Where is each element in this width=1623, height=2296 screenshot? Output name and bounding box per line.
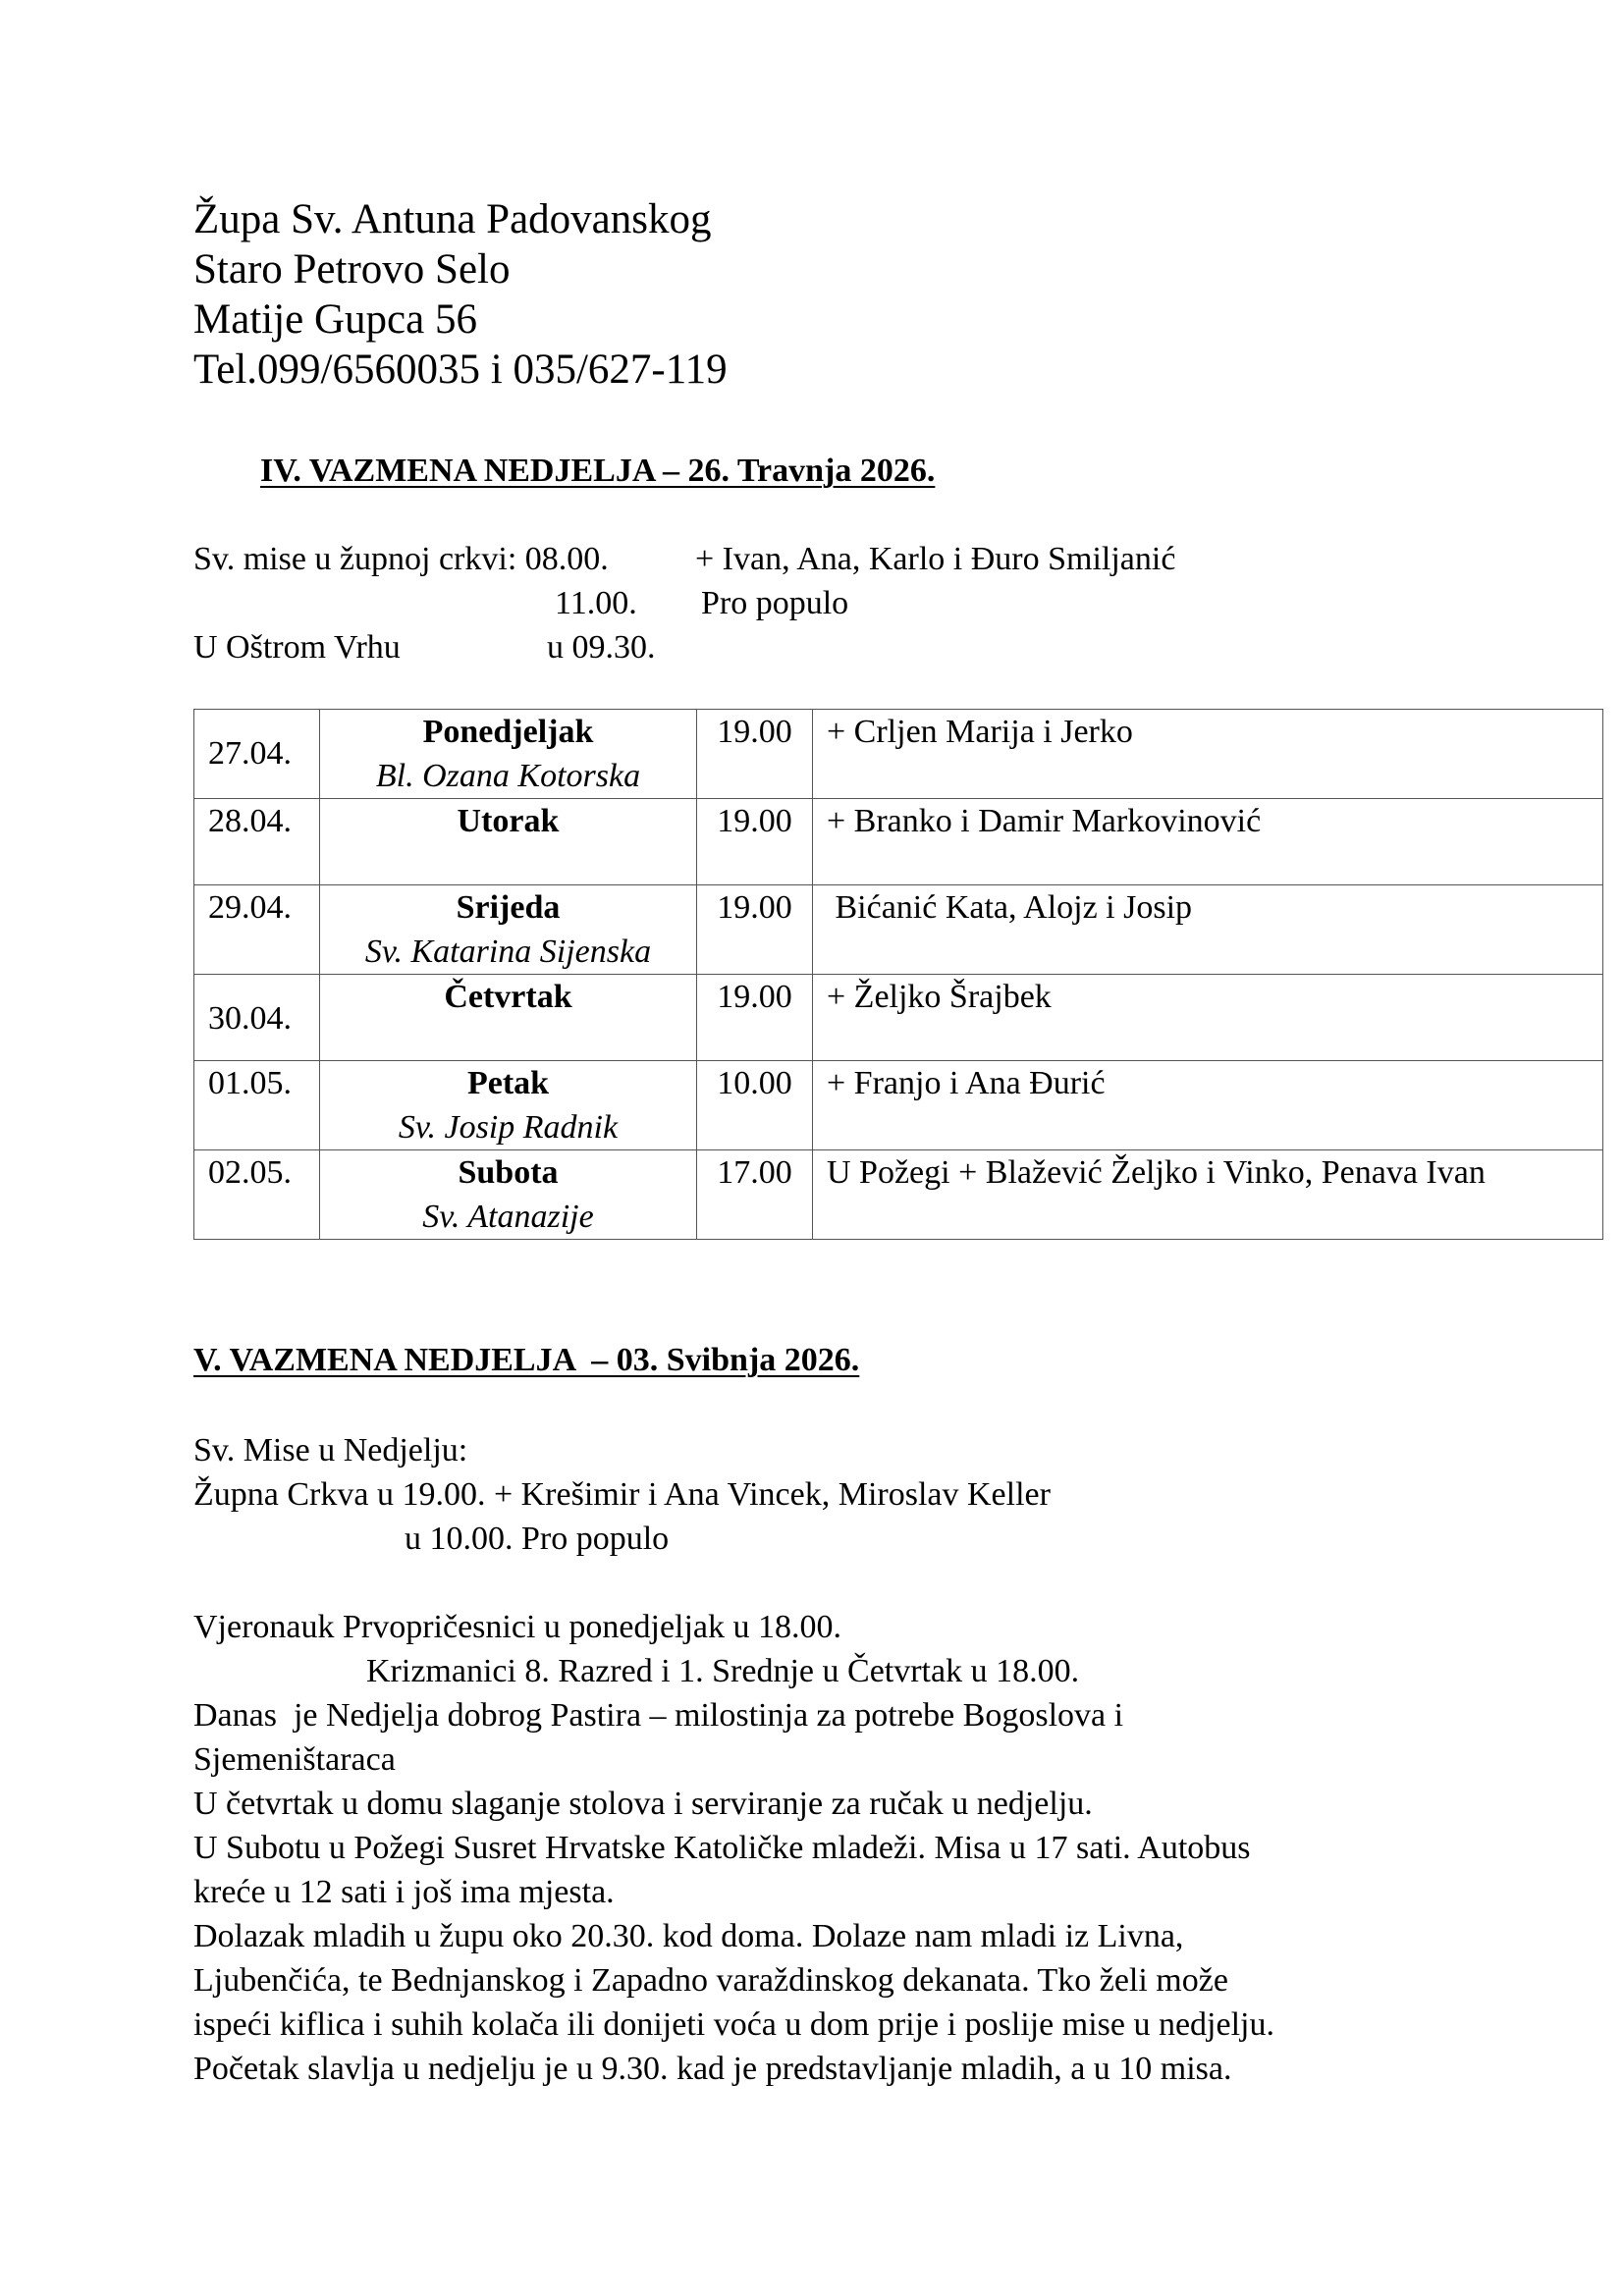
row-date: 01.05.: [194, 1061, 320, 1150]
day-name: Četvrtak: [444, 979, 572, 1015]
sunday1-title: IV. VAZMENA NEDJELJA – 26. Travnja 2026.: [260, 453, 936, 489]
sunday1-mass2-intention: Pro populo: [701, 585, 849, 621]
announcement-dobri-pastir-cont: Sjemeništaraca: [193, 1741, 396, 1778]
day-name: Subota: [458, 1154, 559, 1191]
row-day: [320, 799, 697, 885]
row-time: 19.00: [697, 710, 813, 799]
announcement-krizmanici: Krizmanici 8. Razred i 1. Srednje u Četvrtak u 18.00.: [366, 1653, 1080, 1689]
row-intention: + Branko i Damir Markovinović: [813, 799, 1603, 885]
saint-name: Sv. Atanazije: [422, 1199, 594, 1235]
ostri-vrh-time: u 09.30.: [547, 629, 656, 666]
table-row: [194, 710, 1603, 799]
parish-place: Staro Petrovo Selo: [193, 246, 511, 293]
row-time: 17.00: [697, 1150, 813, 1240]
row-date: 28.04.: [194, 799, 320, 885]
table-row: [194, 885, 1603, 975]
announcement-dobri-pastir: Danas je Nedjelja dobrog Pastira – milostinja za potrebe Bogoslova i: [193, 1697, 1124, 1734]
row-date: 27.04.: [194, 710, 320, 799]
row-intention: Bićanić Kata, Alojz i Josip: [813, 885, 1603, 975]
sunday2-line2: Župna Crkva u 19.00. + Krešimir i Ana Vincek, Miroslav Keller: [193, 1476, 1051, 1513]
announcement-dolazak: Dolazak mladih u župu oko 20.30. kod doma. Dolaze nam mladi iz Livna,: [193, 1918, 1184, 1954]
row-time: 19.00: [697, 799, 813, 885]
sunday2-title: V. VAZMENA NEDJELJA – 03. Svibnja 2026.: [193, 1342, 860, 1378]
row-date: 02.05.: [194, 1150, 320, 1240]
sunday1-mass1-intention: + Ivan, Ana, Karlo i Đuro Smiljanić: [695, 541, 1176, 577]
announcement-dolazak-cont2: ispeći kiflica i suhih kolača ili donijeti voća u dom prije i poslije mise u nedjelju.: [193, 2006, 1274, 2043]
row-day: [320, 1150, 697, 1240]
row-date: 30.04.: [194, 975, 320, 1061]
day-name: Petak: [466, 1065, 550, 1101]
parish-name: Župa Sv. Antuna Padovanskog: [193, 196, 712, 242]
row-day: [320, 710, 697, 799]
day-name: Ponedjeljak: [422, 714, 594, 750]
parish-phone: Tel.099/6560035 i 035/627-119: [193, 347, 728, 393]
announcement-dolazak-cont1: Ljubenčića, te Bednjanskog i Zapadno varaždinskog dekanata. Tko želi može: [193, 1962, 1228, 1999]
table-row: [194, 1150, 1603, 1240]
parish-address: Matije Gupca 56: [193, 296, 477, 343]
announcement-pocetak: Početak slavlja u nedjelju je u 9.30. kad je predstavljanje mladih, a u 10 misa.: [193, 2051, 1232, 2087]
row-intention: + Crljen Marija i Jerko: [813, 710, 1603, 799]
saint-name: Bl. Ozana Kotorska: [375, 758, 641, 794]
announcement-vjeronauk: Vjeronauk Prvopričesnici u ponedjeljak u 18.00.: [193, 1609, 842, 1645]
row-intention: + Franjo i Ana Đurić: [813, 1061, 1603, 1150]
day-name: Srijeda: [456, 889, 561, 926]
row-day: [320, 885, 697, 975]
sunday1-mass-label: Sv. mise u župnoj crkvi: 08.00.: [193, 541, 609, 577]
sunday2-line3: u 10.00. Pro populo: [405, 1521, 670, 1557]
row-time: 10.00: [697, 1061, 813, 1150]
mass-schedule-table: [193, 709, 1603, 1240]
row-intention: + Željko Šrajbek: [813, 975, 1603, 1061]
row-date: 29.04.: [194, 885, 320, 975]
table-row: [194, 799, 1603, 885]
announcement-dom: U četvrtak u domu slaganje stolova i serviranje za ručak u nedjelju.: [193, 1786, 1093, 1822]
sunday1-mass2-time: 11.00.: [555, 585, 637, 621]
day-name: Utorak: [457, 803, 560, 839]
row-time: 19.00: [697, 975, 813, 1061]
announcement-susret: U Subotu u Požegi Susret Hrvatske Katoličke mladeži. Misa u 17 sati. Autobus: [193, 1830, 1251, 1866]
ostri-vrh-label: U Oštrom Vrhu: [193, 629, 401, 666]
table-row: [194, 1061, 1603, 1150]
row-time: 19.00: [697, 885, 813, 975]
row-intention: U Požegi + Blažević Željko i Vinko, Penava Ivan: [813, 1150, 1603, 1240]
announcement-susret-cont: kreće u 12 sati i još ima mjesta.: [193, 1874, 615, 1910]
row-day: [320, 975, 697, 1061]
saint-name: Sv. Josip Radnik: [398, 1109, 619, 1146]
table-row: [194, 975, 1603, 1061]
sunday2-line1: Sv. Mise u Nedjelju:: [193, 1432, 468, 1468]
saint-name: Sv. Katarina Sijenska: [364, 934, 652, 970]
row-day: [320, 1061, 697, 1150]
